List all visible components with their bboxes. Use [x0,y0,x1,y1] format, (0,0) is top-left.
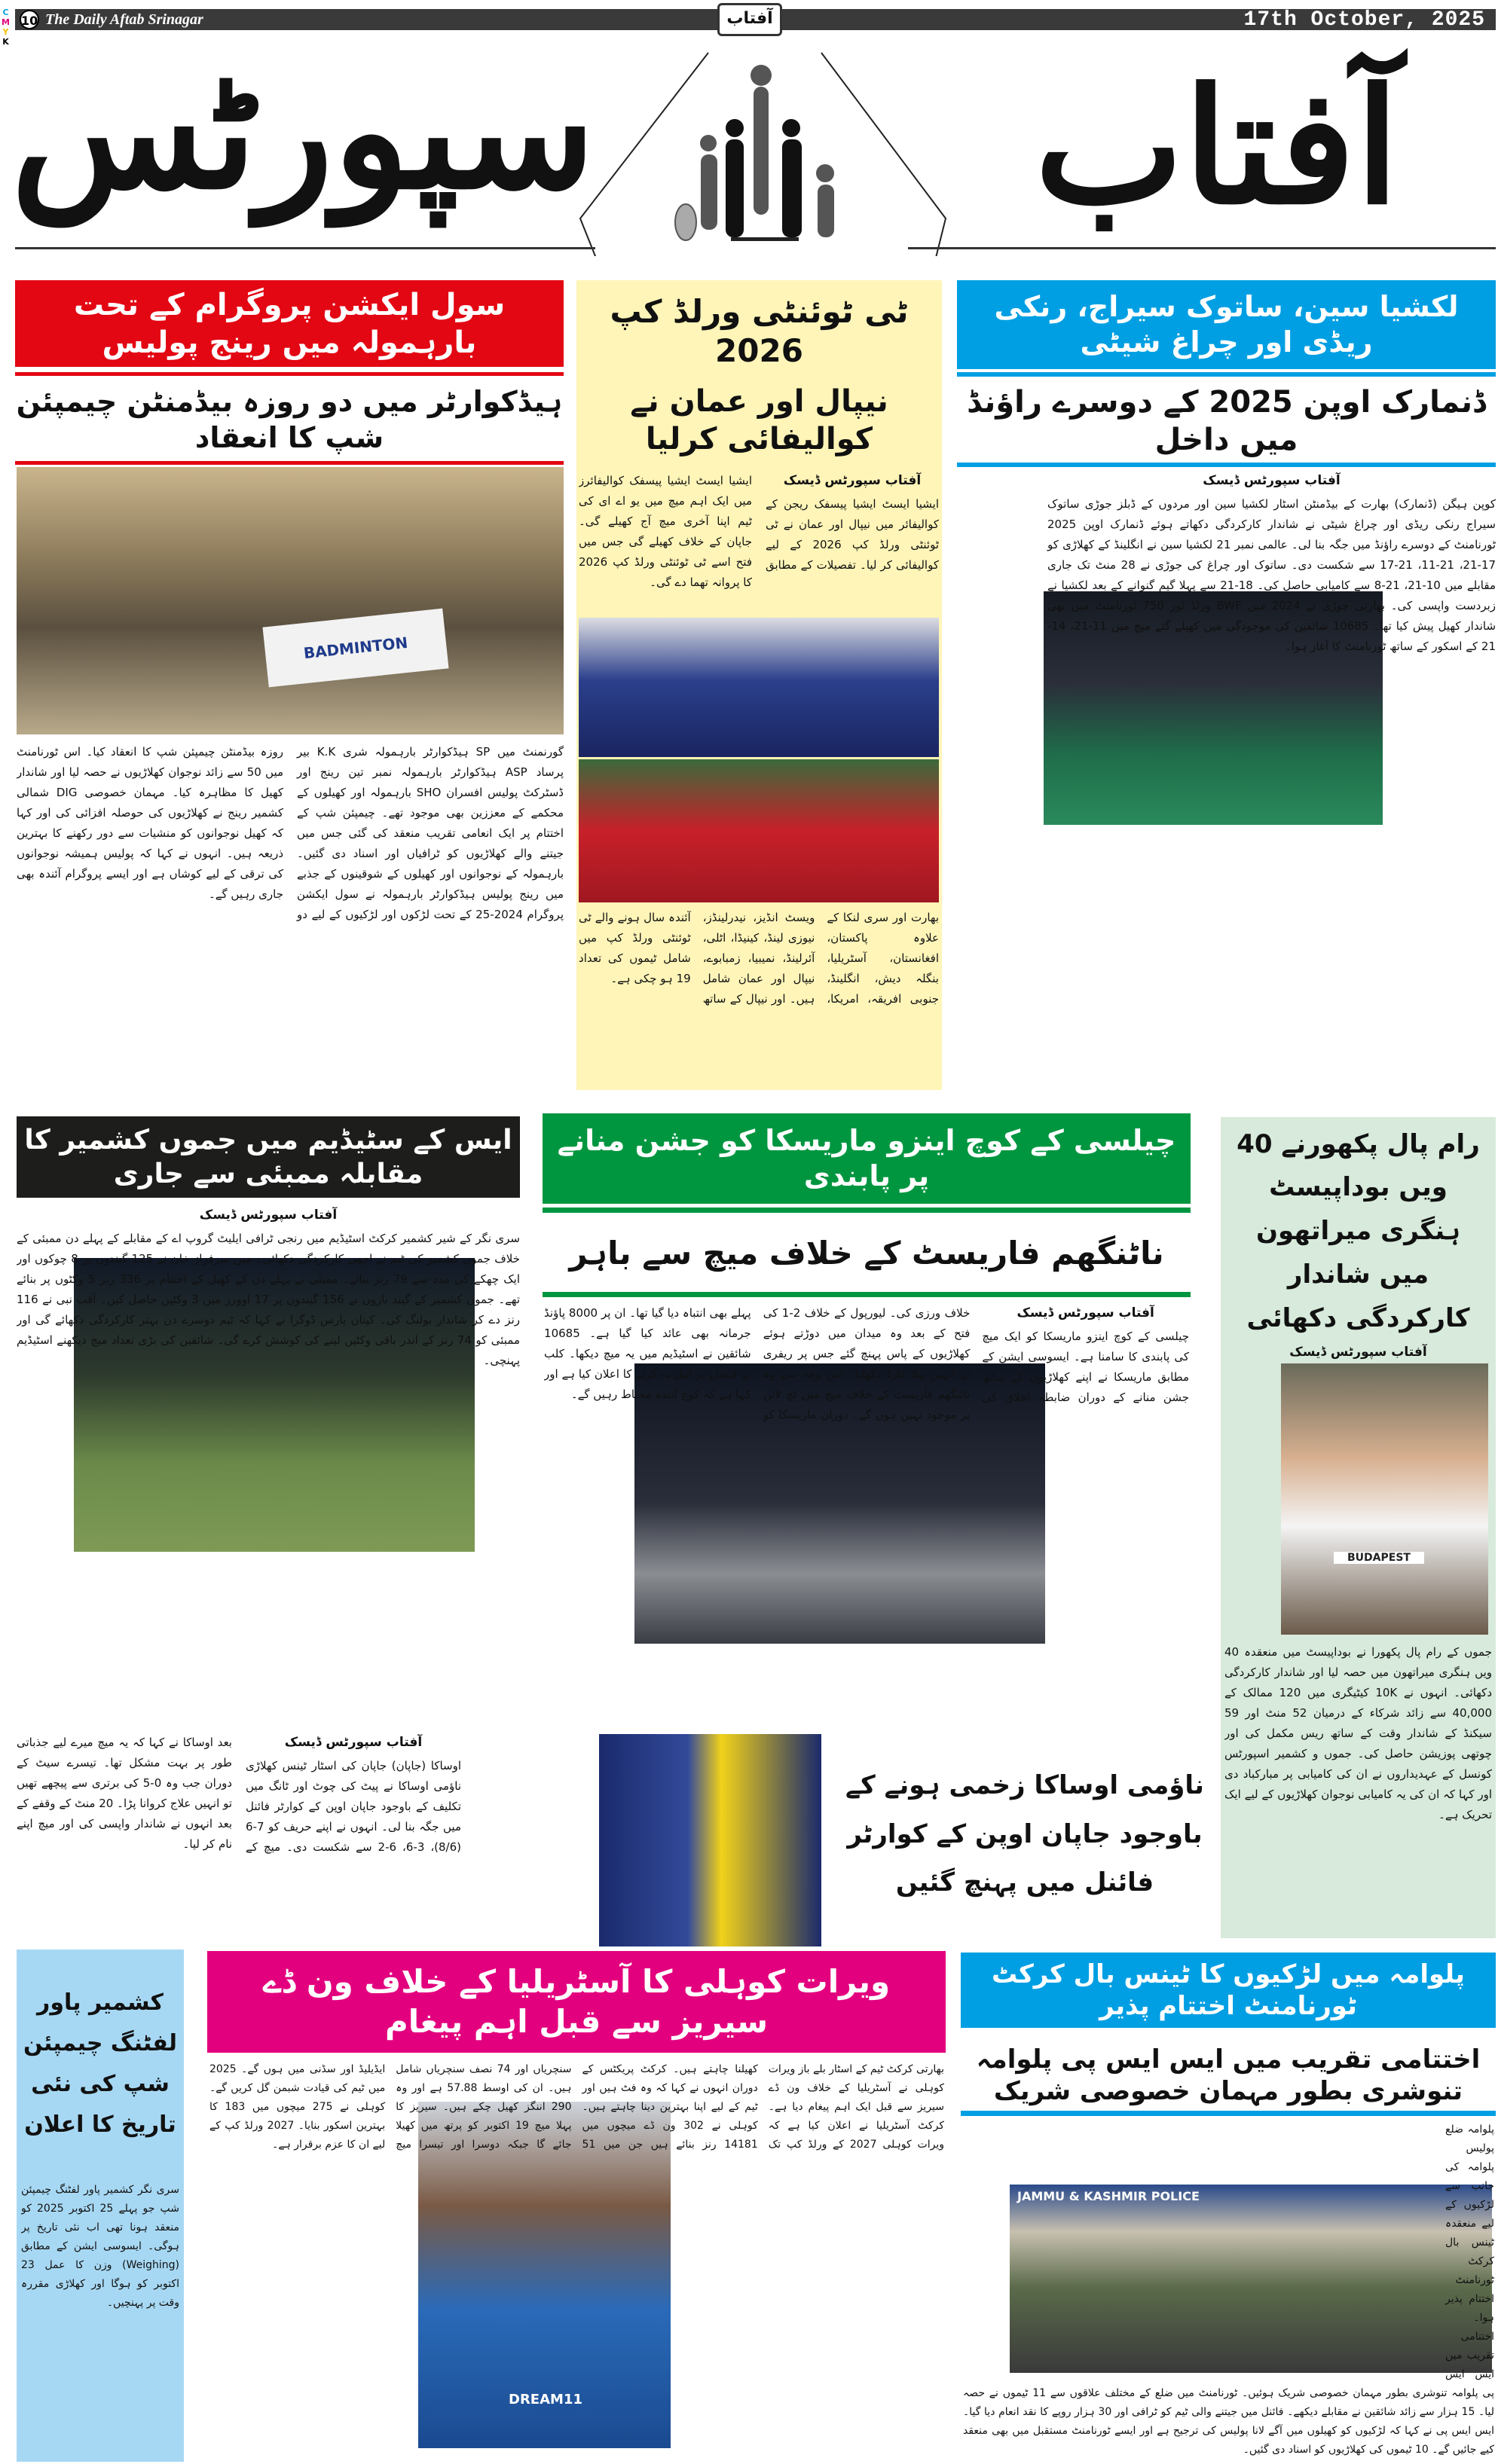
blue-rule [957,463,1496,467]
paper-name: The Daily Aftab Srinagar [45,11,203,28]
issue-date: 17th October, 2025 [1243,8,1485,32]
photo-banner-text: BADMINTON [262,609,448,688]
marathon-article-body: جموں کے رام پال پکھورا نے بوداپیسٹ میں منعقدہ 40 ویں ہنگری میراتھون میں حصہ لیا اور شاندار کارکردگی دکھائی۔ انہوں نے 10K کیٹیگری میں 120 ممالک کے 40,000 سے زائد شرکاء کے درمیان 52 منٹ اور 59 سیکنڈ کے شاندار وقت کے ساتھ ریس مکمل کی اور چوتھی پوزیشن حاصل کی۔ جموں و کشمیر اسپورٹس کونسل کے عہدیداروں نے ان کی کامیابی پر مبارکباد دی اور کہا کہ ان کی یہ کامیابی نوجوان کھلاڑیوں کے لیے ایک تحریک ہے۔ [1224,1645,1492,1821]
rampal-pakhoora-photo [1281,1363,1488,1635]
police-headline: سول ایکشن پروگرام کے تحت بارہمولہ میں رینج پولیس [15,280,564,367]
badminton-ceremony-photo [17,467,564,734]
chelsea-article-body [544,1303,1189,1725]
page-number: 10 [20,10,39,29]
t20-headline-line1: ٹی ٹوئنٹی ورلڈ کپ 2026 [610,292,909,369]
desk-byline: آفتاب سپورٹس ڈیسک [783,473,922,488]
kohli-article-body: بھارتی کرکٹ ٹیم کے اسٹار بلے باز ویرات کوہلی نے آسٹریلیا کے خلاف ون ڈے سیریز سے قبل ایک اہم پیغام دیا ہے۔ کرکٹ آسٹریلیا نے اعلان کیا ہے کہ ویرات کوہلی 2027 کے ورلڈ کپ تک کھیلنا چاہتے ہیں۔ کرکٹ پریکٹس کے دوران انہوں نے کہا کہ وہ فٹ ہیں اور ٹیم کے لیے اپنا بہترین دینا چاہتے ہیں۔ کوہلی نے 302 ون ڈے میچوں میں 14181 رنز بنائے ہیں جن میں 51 سنچریاں اور 74 نصف سنچریاں شامل ہیں۔ ان کی اوسط 57.88 ہے اور وہ 290 اننگز کھیل چکے ہیں۔ سیریز کا پہلا میچ 19 اکتوبر کو پرتھ میں کھیلا جائے گا جبکہ دوسرا اور تیسرا میچ ایڈیلیڈ اور سڈنی میں ہوں گے۔ 2025 میں ٹیم کی قیادت شبمن گل کریں گے۔ کوہلی نے 275 میچوں میں 183 کا بہترین اسکور بنایا۔ 2027 ورلڈ کپ کے لیے ان کا عزم برقرار ہے۔ [209,2063,944,2151]
desk-byline: آفتاب سپورٹس ڈیسک [1289,1345,1427,1360]
osaka-headline: ناؤمی اوساکا زخمی ہونے کے باوجود جاپان اوپن کے کوارٹر فائنل میں پہنچ گئیں [845,1770,1204,1898]
nepal-team-photo [579,618,939,757]
green-rule [543,1292,1191,1297]
jk-match-article-body [17,1205,520,1725]
denmark-subheadline: ڈنمارک اوپن 2025 کے دوسرے راؤنڈ میں داخل [967,385,1486,457]
red-rule [15,372,564,376]
jk-match-body-text: سری نگر کے شیر کشمیر کرکٹ اسٹیڈیم میں رنجی ٹرافی ایلیٹ گروپ اے کے مقابلے کے پہلے دن ممبئی کے خلاف جموں کشمیر کی ٹیم نے اچھی کارکردگی دکھائی۔ میں سرفراز خان نے 125 گیندوں پر 8 چوکوں اور ایک چھکے کی مدد سے 79 رنز بنائے۔ ممبئی نے پہلے دن کے کھیل کے اختتام پر 336 رنز 5 وکٹوں پر بنائے تھے۔ جموں کشمیر کے گیند بازوں نے 156 گیندوں پر 17 اوورز میں 3 وکٹیں حاصل کیں۔ آقب نبی نے 116 رنز دے کر شاندار بولنگ کی۔ کپتان پارس ڈوگرا نے کہا کہ ٹیم دوسرے دن بہتر کارکردگی دکھائے گی اور ممبئی کو 74 رنز کے اندر باقی وکٹیں لینے کی کوشش کرے گی۔ شائقین کی بڑی تعداد میچ دیکھنے اسٹیڈیم پہنچی۔ [17,1232,520,1367]
photo-spacer [963,2121,1445,2377]
police-banner-text: JAMMU & KASHMIR POLICE [1017,2189,1200,2203]
green-rule [543,1208,1191,1213]
masthead-rule-right [908,247,1496,249]
small-logo: آفتاب [717,3,782,36]
kohli-headline: ویرات کوہلی کا آسٹریلیا کے خلاف ون ڈے سیریز سے قبل اہم پیغام [207,1951,946,2053]
blue-rule [957,372,1496,377]
pulwama-body-text: پلوامہ ضلع پولیس پلوامہ کی جانب سے لڑکیوں کے لیے منعقدہ ٹینس بال کرکٹ ٹورنامنٹ اختتام پذیر ہوا۔ اختتامی تقریب میں ایس ایس پی پلوامہ تنوشری بطور مہمان خصوصی شریک ہوئیں۔ ٹورنامنٹ میں ضلع کے مختلف علاقوں سے 11 ٹیموں نے حصہ لیا۔ 15 ہزار سے زائد شائقین نے مقابلے دیکھے۔ فائنل میں جیتنے والی ٹیم کو ٹرافی اور 30 ہزار روپے کا نقد انعام دیا گیا۔ ایس ایس پی نے کہا کہ لڑکیوں کو کھیلوں میں آگے لانا پولیس کی ترجیح ہے اور ایسے ٹورنامنٹ مستقبل میں بھی منعقد کیے جائیں گے۔ 10 ٹیموں کی کھلاڑیوں کو اسناد دی گئیں۔ [963,2124,1494,2456]
pulwama-headline: پلوامہ میں لڑکیوں کا ٹینس بال کرکٹ ٹورنامنٹ اختتام پذیر [961,1953,1496,2028]
t20-article-top [579,471,939,614]
chelsea-subheadline: ناٹنگھم فاریسٹ کے خلاف میچ سے باہر [569,1235,1164,1272]
t20-headline-line2: نیپال اور عمان نے کوالیفائی کرلیا [630,383,888,456]
denmark-body-text: کوپن ہیگن (ڈنمارک) بھارت کے بیڈمنٹن اسٹار لکشیا سین اور مردوں کے ڈبلز جوڑی ساتوک سیراج رنکی ریڈی اور چراغ شیٹی نے شاندار کارکردگی دکھاتے ہوئے ڈنمارک اوپن 2025 ٹورنامنٹ کے دوسرے راؤنڈ میں جگہ بنا لی۔ عالمی نمبر 21 لکشیا سین نے انگلینڈ کے کھلاڑی کو 17-21، 21-11، 21-17 سے شکست دی۔ ساتوک اور چراغ کی جوڑی نے 28 منٹ تک جاری مقابلے میں 10-21، 21-8 سے کامیابی حاصل کی۔ 18-21 سے پہلا گیم گنوانے کے بعد لکشیا نے زبردست واپسی کی۔ بھارتی جوڑی نے 2024 میں BWF ورلڈ ٹور 750 ٹورنامنٹ میں بھی شاندار کھیل پیش کیا تھا۔ 10685 شائقین کی موجودگی میں کھیلے گئے میچ میں 11-21، 14-21 کے اسکور کے ساتھ ٹورنامنٹ کا آغاز ہوا۔ [1047,497,1496,653]
pulwama-subheadline: اختتامی تقریب میں ایس ایس پی پلوامہ تنوشری بطور مہمان خصوصی شریک [976,2044,1481,2106]
police-article-body: گورنمنٹ میں SP ہیڈکوارٹر بارہمولہ شری K.K بیر پرساد ASP ہیڈکوارٹر بارہمولہ نمبر تین رینج اور ڈسٹرکٹ پولیس افسران SHO بارہمولہ اور کھیلوں کے محکمے کے معززین بھی موجود تھے۔ چیمپئن شپ کے اختتام پر ایک انعامی تقریب منعقد کی گئی جس میں جیتنے والے کھلاڑیوں کو ٹرافیاں اور اسناد دی گئیں۔ بارہمولہ کے نوجوانوں اور کھیلوں کے شوقینوں کے جذبے میں رینج پولیس ہیڈکوارٹر بارہمولہ نے سول ایکشن پروگرام 2024-25 کے تحت لڑکوں اور لڑکیوں کے لیے دو روزہ بیڈمنٹن چیمپئن شپ کا انعقاد کیا۔ اس ٹورنامنٹ میں 50 سے زائد نوجوان کھلاڑیوں نے حصہ لیا اور شاندار کھیل کا مظاہرہ کیا۔ مہمان خصوصی DIG شمالی کشمیر رینج نے کھلاڑیوں کی حوصلہ افزائی کی اور کہا کہ کھیل نوجوانوں کو منشیات سے دور رکھنے کا بہترین ذریعہ ہیں۔ انہوں نے کہا کہ پولیس ہمیشہ نوجوانوں کی ترقی کے لیے کوشاں ہے اور ایسے پروگرام آئندہ بھی جاری رہیں گے۔ [17,745,564,921]
photo-spacer [957,471,1047,825]
race-bib-text: BUDAPEST [1334,1552,1424,1564]
pulwama-article-body [963,2121,1494,2459]
denmark-article-body [957,471,1496,1087]
sports-figures-logo-icon [573,45,957,256]
desk-byline: آفتاب سپورٹس ڈیسک [1203,473,1341,488]
jk-match-headline: ایس کے سٹیڈیم میں جموں کشمیر کا مقابلہ ممبئی سے جاری [17,1116,520,1198]
desk-byline: آفتاب سپورٹس ڈیسک [284,1735,423,1750]
blue-rule [961,2111,1496,2116]
denmark-headline: لکشیا سین، ساتوک سیراج، رنکی ریڈی اور چراغ شیٹی [957,280,1496,369]
desk-byline: آفتاب سپورٹس ڈیسک [1016,1305,1154,1321]
marathon-headline: رام پال پکھورنے 40 ویں بوداپیسٹ ہنگری میراتھون میں شاندار کارکردگی دکھائی [1237,1128,1480,1333]
police-subheadline: ہیڈکوارٹر میں دو روزہ بیڈمنٹن چیمپئن شپ کا انعقاد [16,385,563,454]
masthead-rule-left [15,247,595,249]
cmyk-color-marks: CMYK [1,8,11,47]
masthead-title-sports: سپورٹس [11,38,595,224]
naomi-osaka-photo [599,1734,821,1946]
jersey-sponsor-text: DREAM11 [509,2392,582,2408]
chelsea-headline: چیلسی کے کوچ اینزو ماریسکا کو جشن منانے پر پابندی [543,1113,1191,1204]
osaka-article-body [17,1733,461,1928]
powerlifting-article-body: سری نگر کشمیر پاور لفٹنگ چیمپئن شپ جو پہلے 25 اکتوبر 2025 کو منعقد ہونا تھی اب نئی تاریخ پر ہوگی۔ ایسوسی ایشن کے مطابق (Weighing) وزن کا عمل 23 اکتوبر کو ہوگا اور کھلاڑی مقررہ وقت پر پہنچیں۔ [21,2184,179,2309]
osaka-body-text: اوساکا (جاپان) جاپان کی اسٹار ٹینس کھلاڑی ناؤمی اوساکا نے پیٹ کی چوٹ اور ٹانگ میں تکلیف کے باوجود جاپان اوپن کے کوارٹر فائنل میں جگہ بنا لی۔ انہوں نے اپنے حریف کو 7-6 (8/6)، 3-6، 6-2 سے شکست دی۔ میچ کے بعد اوساکا نے کہا کہ یہ میچ میرے لیے جذباتی طور پر بہت مشکل تھا۔ تیسرے سیٹ کے دوران جب وہ 0-5 کی برتری سے پیچھے تھیں تو انہیں علاج کروانا پڑا۔ 20 منٹ کے وقفے کے بعد انہوں نے شاندار واپسی کی اور میچ اپنے نام کر لیا۔ [17,1736,461,1854]
red-rule [15,461,564,465]
masthead-title-aftab: آفتاب [1035,53,1399,240]
desk-byline: آفتاب سپورٹس ڈیسک [199,1208,338,1223]
chelsea-body-text: چیلسی کے کوچ اینزو ماریسکا کو ایک میچ کی پابندی کا سامنا ہے۔ ایسوسی ایشن کے مطابق ماریسکا نے اپنے کھلاڑیوں کے ساتھ جشن منانے کے دوران ضابطہ اخلاق کی خلاف ورزی کی۔ لیورپول کے خلاف 2-1 کی فتح کے بعد وہ میدان میں دوڑتے ہوئے کھلاڑیوں کے پاس پہنچ گئے جس پر ریفری نے انہیں پیلا کارڈ دکھایا۔ اس وجہ سے وہ ناٹنگھم فاریسٹ کے خلاف میچ میں ٹچ لائن پر موجود نہیں ہوں گے۔ دوران ماریسکا کو پہلے بھی انتباہ دیا گیا تھا۔ ان پر 8000 پاؤنڈ جرمانہ بھی عائد کیا گیا ہے۔ 10685 شائقین نے اسٹیڈیم میں یہ میچ دیکھا۔ کلب نے فیصلے پر اپیل نہ کرنے کا اعلان کیا ہے اور کہا ہے کہ کوچ آئندہ محتاط رہیں گے۔ [544,1306,1189,1421]
t20-article-bottom: بھارت اور سری لنکا کے علاوہ پاکستان، افغانستان، آسٹریلیا، بنگلہ دیش، انگلینڈ، جنوبی افریقہ، امریکا، ویسٹ انڈیز، نیدرلینڈز، نیوزی لینڈ، کینیڈا، اٹلی، آئرلینڈ، نمیبیا، زمبابوے، نیپال اور عمان شامل ہیں۔ اور نیپال کے ساتھ آئندہ سال ہونے والے ٹی ٹوئنٹی ورلڈ کپ میں شامل ٹیموں کی تعداد 19 ہو چکی ہے۔ [579,911,939,1006]
oman-team-photo [579,759,939,902]
t20-body-top-text: ایشیا ایسٹ ایشیا پیسفک ریجن کے کوالیفائر میں نیپال اور عمان نے ٹی ٹوئنٹی ورلڈ کپ 2026 کے لیے کوالیفائی کر لیا۔ تفصیلات کے مطابق ایشیا ایسٹ ایشیا پیسفک کوالیفائرز میں ایک اہم میچ میں یو اے ای کی ٹیم اپنا آخری میچ آج کھیلے گی۔ جاپان کے خلاف کھیلے گی جس میں فتح اسے ٹی ٹوئنٹی ورلڈ کپ 2026 کا پروانہ تھما دے گی۔ [579,474,939,589]
powerlifting-headline: کشمیر پاور لفٹنگ چیمپئن شپ کی نئی تاریخ کا اعلان [23,1989,177,2138]
